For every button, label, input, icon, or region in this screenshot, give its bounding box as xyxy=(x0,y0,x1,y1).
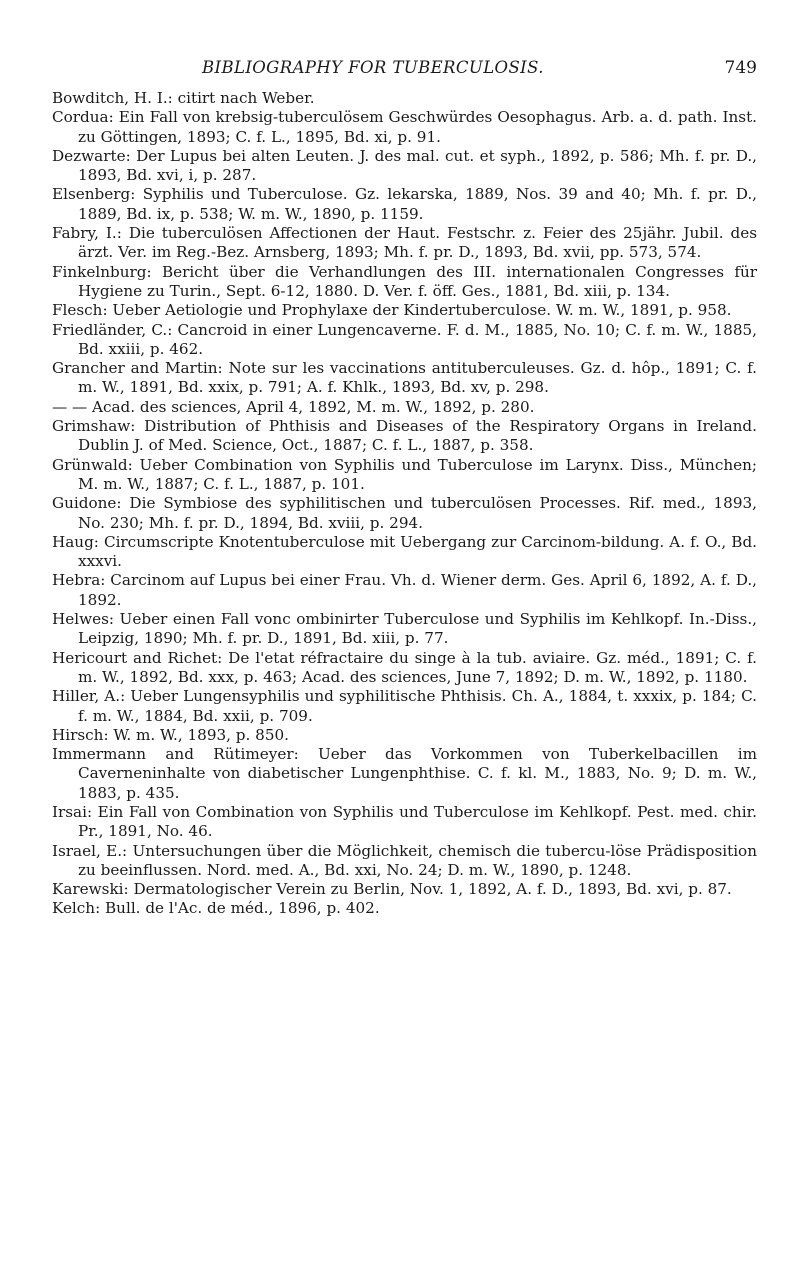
bibliography-entry-flesch: Flesch: Ueber Aetiologie und Prophylaxe der Kindertuberculose. W. m. W., 1891, p. 958. xyxy=(52,301,732,320)
running-head xyxy=(202,58,757,88)
bibliography-entry-grimshaw: Grimshaw: Distribution of Phthisis and Diseases of the Respiratory Organs in Ireland. Dublin J. of Med. Science, Oct., 1887; C. f. L., 1887, p. 358. xyxy=(52,417,757,455)
bibliography-entry-friedlander: Friedländer, C.: Cancroid in einer Lungencaverne. F. d. M., 1885, No. 10; C. f. m. W., 1885, Bd. xxiii, p. 462. xyxy=(52,320,757,358)
bibliography-entry-bowditch: Bowditch, H. I.: citirt nach Weber. xyxy=(52,89,315,107)
bibliography-entry-grancher-ditto: — — Acad. des sciences, April 4, 1892, M. m. W., 1892, p. 280. xyxy=(52,397,535,416)
bibliography-entry-grunwald: Grünwald: Ueber Combination von Syphilis und Tuberculose im Larynx. Diss., München; M. m. W., 1887; C. f. L., 1887, p. 101. xyxy=(52,455,757,493)
bibliography-entry-haug: Haug: Circumscripte Knotentuberculose mit Uebergang zur Carcinom-bildung. A. f. O., Bd. xxxvi. xyxy=(52,532,757,571)
bibliography-entry-hiller: Hiller, A.: Ueber Lungensyphilis und syphilitische Phthisis. Ch. A., 1884, t. xxxix, p. 184; C. f. m. W., 1884, Bd. xxii, p. 709. xyxy=(52,687,757,725)
running-title: BIBLIOGRAPHY FOR TUBERCULOSIS. xyxy=(202,58,544,77)
bibliography-entry-karewski: Karewski: Dermatologischer Verein zu Berlin, Nov. 1, 1892, A. f. D., 1893, Bd. xvi, p. 87. xyxy=(52,880,732,899)
bibliography-entry-helwes: Helwes: Ueber einen Fall vonc ombinirter Tuberculose und Syphilis im Kehlkopf. In.-Diss., Leipzig, 1890; Mh. f. pr. D., 1891, Bd. xiii, p. 77. xyxy=(52,610,757,648)
bibliography-entry-fabry: Fabry, I.: Die tuberculösen Affectionen der Haut. Festschr. z. Feier des 25jähr. Jubil. des ärzt. Ver. im Reg.-Bez. Arnsberg, 1893; Mh. f. pr. D., 1893, Bd. xvii, pp. 573, 574. xyxy=(52,224,757,262)
bibliography-entry-finkelnburg: Finkelnburg: Bericht über die Verhandlungen des III. internationalen Congresses für Hygiene zu Turin., Sept. 6-12, 1880. D. Ver. f. öff. Ges., 1881, Bd. xiii, p. 134. xyxy=(52,262,757,300)
bibliography-entry-grancher: Grancher and Martin: Note sur les vaccinations antituberculeuses. Gz. d. hôp., 1891; C. f. m. W., 1891, Bd. xxix, p. 791; A. f. Khlk., 1893, Bd. xv, p. 298. xyxy=(52,359,757,397)
bibliography-entry-dezwarte: Dezwarte: Der Lupus bei alten Leuten. J. des mal. cut. et syph., 1892, p. 586; Mh. f. pr. D., 1893, Bd. xvi, i, p. 287. xyxy=(52,146,757,185)
bibliography-entry-hebra: Hebra: Carcinom auf Lupus bei einer Frau. Vh. d. Wiener derm. Ges. April 6, 1892, A. f. D., 1892. xyxy=(52,571,757,609)
book-page xyxy=(52,58,757,919)
bibliography-entry-guidone: Guidone: Die Symbiose des syphilitischen und tuberculösen Processes. Rif. med., 1893, No. 230; Mh. f. pr. D., 1894, Bd. xviii, p. 294. xyxy=(52,494,757,532)
bibliography-entry-irsai: Irsai: Ein Fall von Combination von Syphilis und Tuberculose im Kehlkopf. Pest. med. chir. Pr., 1891, No. 46. xyxy=(52,802,757,841)
bibliography-list xyxy=(52,89,757,919)
bibliography-entry-hericourt: Hericourt and Richet: De l'etat réfractaire du singe à la tub. aviaire. Gz. méd., 1891; C. f. m. W., 1892, Bd. xxx, p. 463; Acad. des sciences, June 7, 1892; D. m. W., 1892, p. 1180. xyxy=(52,648,757,686)
page-number: 749 xyxy=(724,58,757,78)
bibliography-entry-immermann: Immermann and Rütimeyer: Ueber das Vorkommen von Tuberkelbacillen im Caverneninhalte von diabetischer Lungenphthise. C. f. kl. M., 1883, No. 9; D. m. W., 1883, p. 435. xyxy=(52,745,757,802)
bibliography-entry-cordua: Cordua: Ein Fall von krebsig-tuberculösem Geschwürdes Oesophagus. Arb. a. d. path. Inst. zu Göttingen, 1893; C. f. L., 1895, Bd. xi, p. 91. xyxy=(52,108,757,146)
bibliography-entry-elsenberg: Elsenberg: Syphilis und Tuberculose. Gz. lekarska, 1889, Nos. 39 and 40; Mh. f. pr. D., 1889, Bd. ix, p. 538; W. m. W., 1890, p. 1159. xyxy=(52,185,757,223)
bibliography-entry-kelch: Kelch: Bull. de l'Ac. de méd., 1896, p. 402. xyxy=(52,899,380,918)
bibliography-entry-hirsch: Hirsch: W. m. W., 1893, p. 850. xyxy=(52,725,289,744)
bibliography-entry-israel: Israel, E.: Untersuchungen über die Möglichkeit, chemisch die tubercu-löse Prädisposition zu beeinflussen. Nord. med. A., Bd. xxi, No. 24; D. m. W., 1890, p. 1248. xyxy=(52,841,757,879)
